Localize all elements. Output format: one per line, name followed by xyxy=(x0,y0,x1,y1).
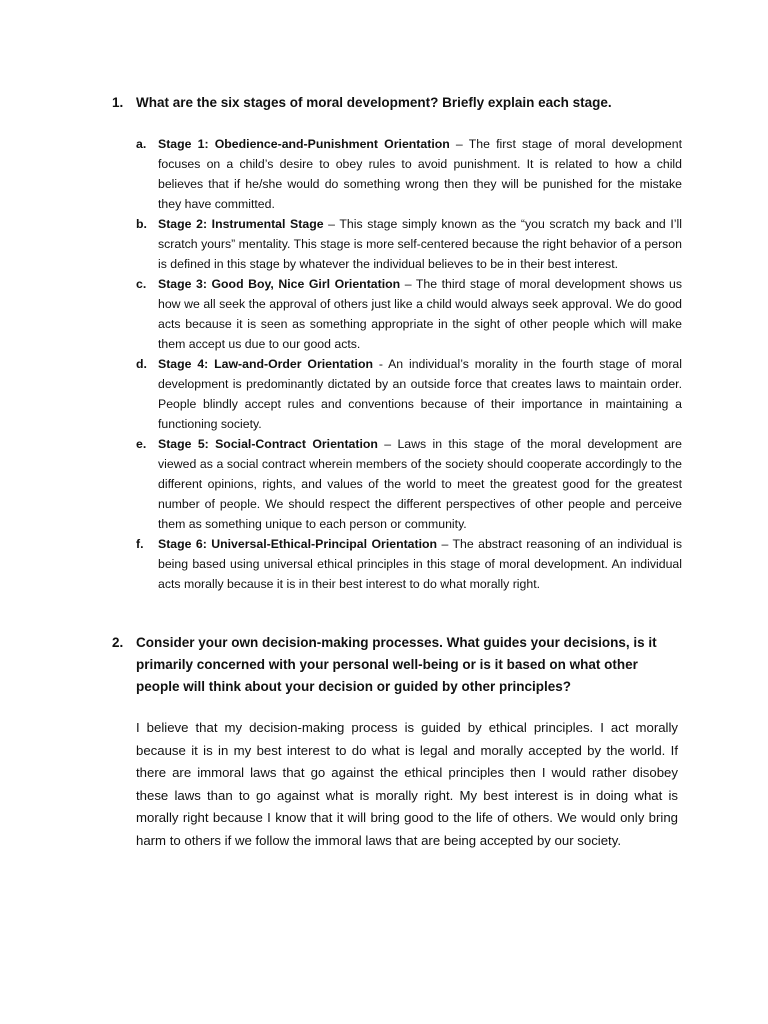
stage-letter: a. xyxy=(136,137,147,151)
stage-title: Stage 1: Obedience-and-Punishment Orientation xyxy=(158,137,450,151)
stages-list xyxy=(136,134,682,594)
stage-body: The third stage of moral development shows us how we all seek the approval of others just like a child would always seek approval. We do good acts because it is seen as something appropriate in the sight of other people which will make them accept us due to our good acts. xyxy=(158,277,683,351)
stage-separator: - xyxy=(372,357,389,371)
stage-title: Stage 3: Good Boy, Nice Girl Orientation xyxy=(158,277,401,291)
stage-separator: – xyxy=(323,217,340,231)
question-1-text: What are the six stages of moral development? Briefly explain each stage. xyxy=(136,95,612,110)
answer-2-paragraph: I believe that my decision-making process is guided by ethical principles. I act morally because it is in my best interest to do what is legal and morally accepted by the world. If there are immoral laws that go against the ethical principles then I would rather disobey these laws than to go against what is morally right. My best interest is in doing what is morally right because I know that it will bring good to the life of others. We would only bring harm to others if we follow the immoral laws that are being accepted by our society. xyxy=(136,720,678,848)
stage-item xyxy=(136,354,682,434)
stage-separator: – xyxy=(437,537,453,551)
stage-body: This stage simply known as the “you scratch my back and I’ll scratch yours” mentality. This stage is more self-centered because the right behavior of a person is defined in this stage by whatever the individual believes to be in their best interest. xyxy=(158,217,683,271)
stage-letter: f. xyxy=(136,537,144,551)
stage-separator: – xyxy=(400,277,416,291)
stage-separator: – xyxy=(377,437,398,451)
question-1 xyxy=(112,92,682,114)
stage-item xyxy=(136,434,682,534)
stage-letter: d. xyxy=(136,357,147,371)
question-2-number: 2. xyxy=(112,635,124,650)
question-1-number: 1. xyxy=(112,95,124,110)
stage-item xyxy=(136,274,682,354)
stage-letter: c. xyxy=(136,277,147,291)
stage-title: Stage 4: Law-and-Order Orientation xyxy=(158,357,373,371)
stage-item xyxy=(136,134,682,214)
stage-letter: b. xyxy=(136,217,147,231)
stage-separator: – xyxy=(449,137,469,151)
stage-body: The first stage of moral development focuses on a child’s desire to obey rules to avoid punishment. It is related to how a child believes that if he/she would do something wrong then they will be punished for the mistake they have committed. xyxy=(158,137,682,211)
stage-letter: e. xyxy=(136,437,147,451)
stage-title: Stage 6: Universal-Ethical-Principal Orientation xyxy=(158,537,438,551)
stage-body: The abstract reasoning of an individual is being based using universal ethical principles in this stage of moral development. An individual acts morally because it is in their best interest to do what morally right. xyxy=(158,537,683,591)
question-2 xyxy=(112,632,682,698)
stage-title: Stage 5: Social-Contract Orientation xyxy=(158,437,378,451)
question-2-text: Consider your own decision-making processes. What guides your decisions, is it primarily concerned with your personal well-being or is it based on what other people will think about your decision or guided by other principles? xyxy=(136,635,657,694)
stage-title: Stage 2: Instrumental Stage xyxy=(158,217,324,231)
stage-body: An individual’s morality in the fourth stage of moral development is predominantly dictated by an outside force that creates laws to maintain order. People blindly accept rules and conventions because of their importance in maintaining a functioning society. xyxy=(158,357,682,431)
stage-item xyxy=(136,214,682,274)
stage-body: Laws in this stage of the moral development are viewed as a social contract wherein members of the society should cooperate accordingly to the different opinions, rights, and values of the world to meet the greatest good for the greatest number of people. We should respect the different perspectives of other people and perceive them as something unique to each person or community. xyxy=(158,437,682,531)
stage-item xyxy=(136,534,682,594)
